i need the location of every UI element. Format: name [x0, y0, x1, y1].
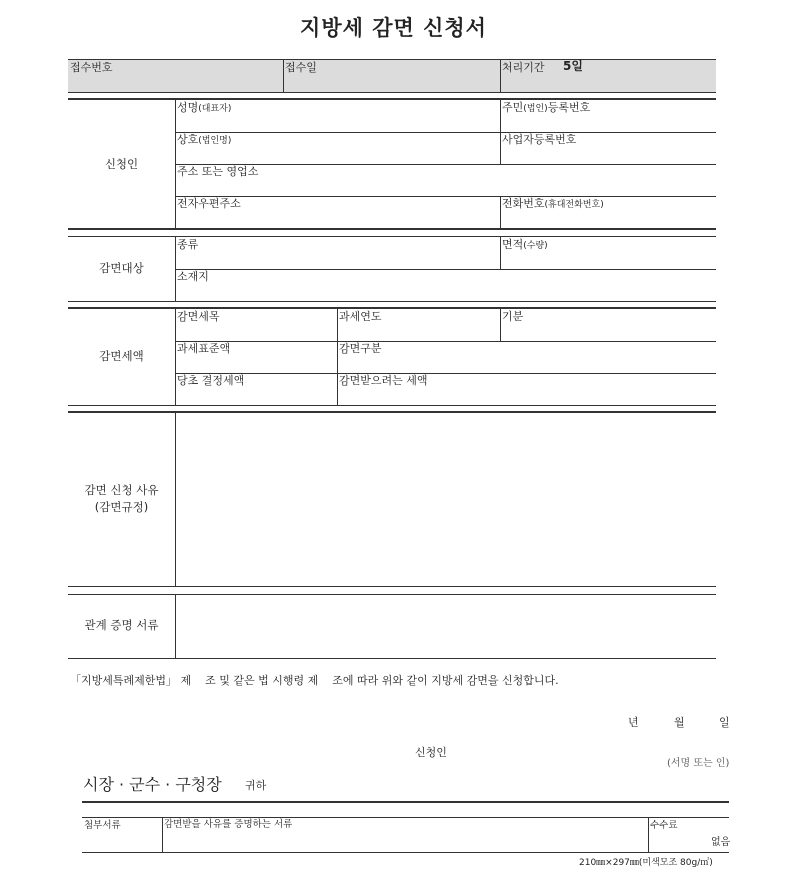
tax-year-label: 과세연도	[339, 310, 382, 323]
location-label: 소재지	[177, 270, 209, 283]
tax-period-label: 기분	[502, 310, 524, 323]
tax-base-label: 과세표준액	[177, 342, 231, 355]
requested-reduction-label: 감면받으려는 세액	[339, 374, 428, 387]
documents-section-label: 관계 증명 서류	[84, 618, 159, 632]
kind-label: 종류	[177, 238, 199, 251]
registration-number-label: 주민(법인)등록번호	[502, 101, 591, 114]
date-month: 월	[674, 716, 685, 729]
form-title: 지방세 감면 신청서	[300, 16, 487, 40]
initial-tax-label: 당초 결정세액	[177, 374, 245, 387]
email-label: 전자우편주소	[177, 197, 241, 210]
processing-period-value: 5일	[563, 59, 583, 73]
signer-label: 신청인	[415, 746, 447, 759]
applicant-section-label: 신청인	[104, 157, 139, 171]
documents-input-area[interactable]	[177, 596, 715, 657]
recipient-suffix: 귀하	[245, 779, 267, 792]
date-year: 년	[628, 716, 639, 729]
fee-value: 없음	[711, 837, 731, 848]
sign-note: (서명 또는 인)	[667, 758, 730, 769]
address-label: 주소 또는 영업소	[177, 165, 259, 178]
date-day: 일	[719, 716, 730, 729]
application-statement: 「지방세특례제한법」 제 조 및 같은 법 시행령 제 조에 따라 위와 같이 지방세 감면을 신청합니다.	[70, 674, 559, 687]
name-label: 성명(대표자)	[177, 101, 232, 114]
reason-section-label: 감면 신청 사유 (감면규정)	[84, 483, 159, 514]
reason-input-area[interactable]	[177, 414, 715, 584]
company-label: 상호(법인명)	[177, 133, 232, 146]
attachment-content: 감면받을 사유를 증명하는 서류	[164, 819, 293, 830]
reduction-category-label: 감면구분	[339, 342, 382, 355]
target-section-label: 감면대상	[99, 261, 144, 275]
receipt-number-label: 접수번호	[70, 61, 113, 74]
processing-period-label: 처리기간	[502, 61, 545, 74]
recipient-name: 시장 · 군수 · 구청장	[83, 775, 222, 794]
tax-item-label: 감면세목	[177, 310, 220, 323]
receipt-date-label: 접수일	[285, 61, 317, 74]
attachment-label: 첨부서류	[84, 820, 121, 831]
phone-label: 전화번호(휴대전화번호)	[502, 197, 604, 210]
fee-label: 수수료	[650, 820, 678, 831]
area-label: 면적(수량)	[502, 238, 548, 251]
business-number-label: 사업자등록번호	[502, 133, 577, 146]
header-band	[68, 60, 716, 92]
paper-spec: 210㎜×297㎜(미색모조 80g/㎡)	[579, 858, 713, 868]
tax-section-label: 감면세액	[99, 349, 144, 363]
